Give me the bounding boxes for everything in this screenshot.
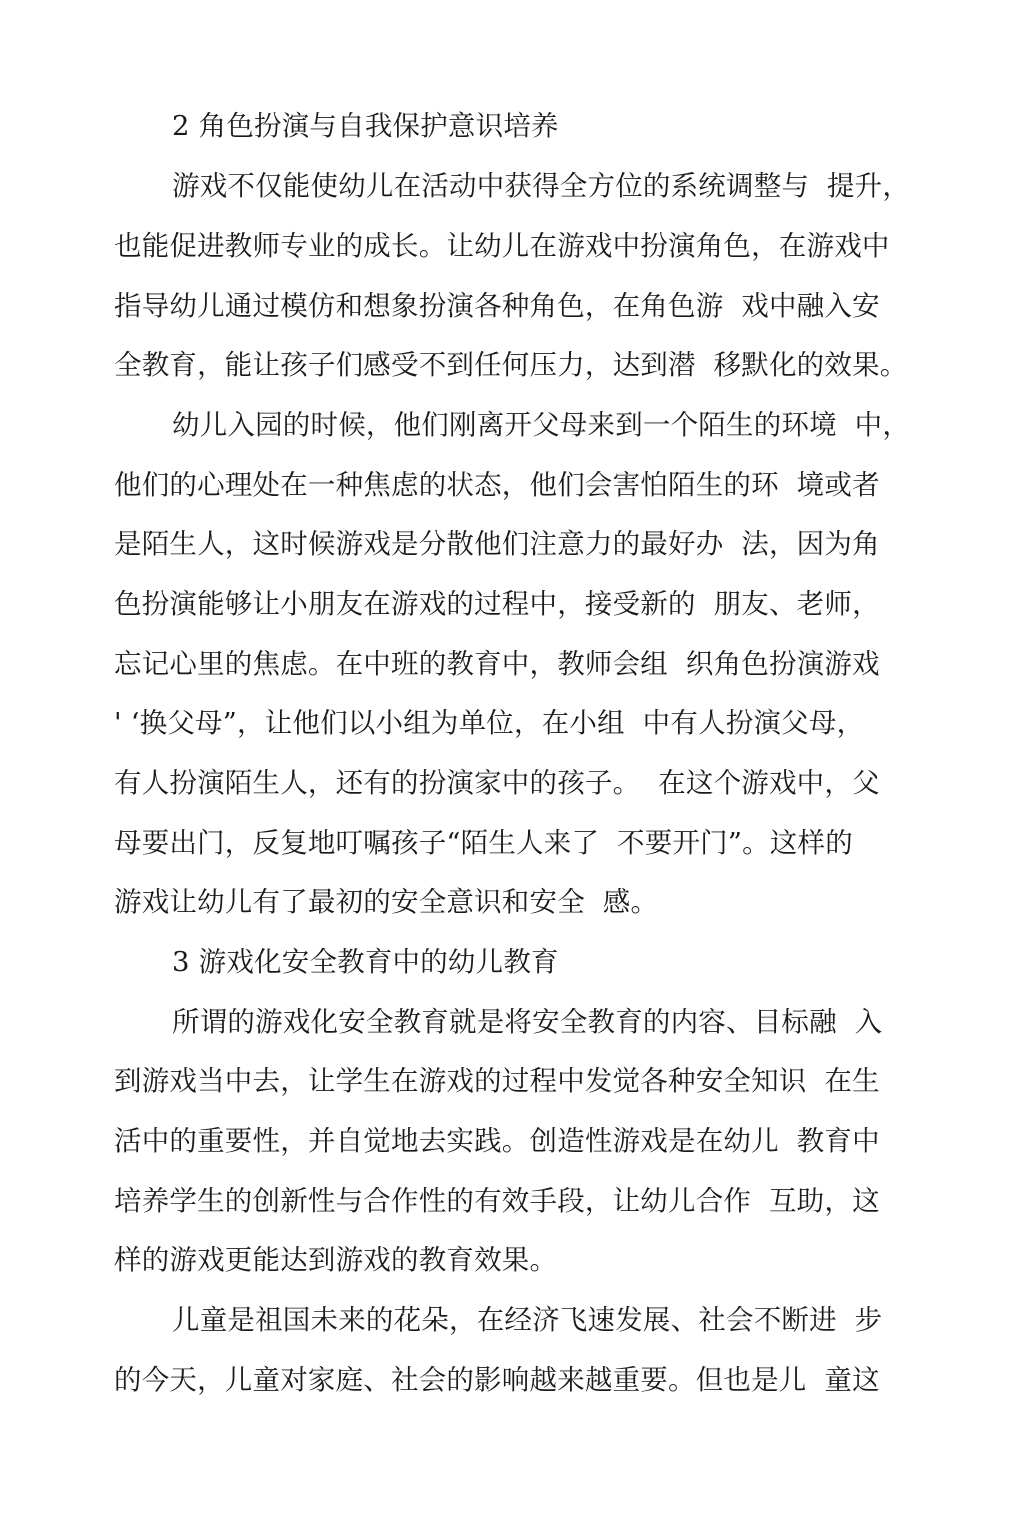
paragraph-line: 全教育，能让孩子们感受不到任何压力，达到潜 移默化的效果。 [114, 349, 908, 381]
paragraph-line: 有人扮演陌生人，还有的扮演家中的孩子。 在这个游戏中，父 [114, 767, 880, 799]
paragraph-line: 培养学生的创新性与合作性的有效手段，让幼儿合作 互助，这 [114, 1185, 880, 1217]
section-heading-3: 3 游戏化安全教育中的幼儿教育 [172, 946, 559, 978]
paragraph-line: 色扮演能够让小朋友在游戏的过程中，接受新的 朋友、老师， [114, 588, 880, 620]
paragraph-line: 忘记心里的焦虑。在中班的教育中，教师会组 织角色扮演游戏 [114, 648, 880, 680]
paragraph-line: 样的游戏更能达到游戏的教育效果。 [114, 1244, 558, 1276]
paragraph-line: 到游戏当中去，让学生在游戏的过程中发觉各种安全知识 在生 [114, 1065, 880, 1097]
section-heading-2: 2 角色扮演与自我保护意识培养 [172, 110, 559, 142]
paragraph-line: 也能促进教师专业的成长。让幼儿在游戏中扮演角色，在游戏中 [114, 230, 890, 262]
paragraph-line: 的今天，儿童对家庭、社会的影响越来越重要。但也是儿 童这 [114, 1364, 880, 1396]
paragraph-line: 指导幼儿通过模仿和想象扮演各种角色，在角色游 戏中融入安 [114, 290, 880, 322]
paragraph-line: 游戏让幼儿有了最初的安全意识和安全 感。 [114, 886, 659, 918]
paragraph-line: 所谓的游戏化安全教育就是将安全教育的内容、目标融 入 [172, 1006, 883, 1038]
paragraph-line: 活中的重要性，并自觉地去实践。创造性游戏是在幼儿 教育中 [114, 1125, 880, 1157]
paragraph-line: ' ‘换父母”，让他们以小组为单位，在小组 中有人扮演父母， [114, 707, 865, 739]
paragraph-line: 他们的心理处在一种焦虑的状态，他们会害怕陌生的环 境或者 [114, 469, 880, 501]
paragraph-line: 母要出门，反复地叮嘱孩子“陌生人来了 不要开门”。这样的 [114, 827, 853, 859]
paragraph-line: 幼儿入园的时候，他们刚离开父母来到一个陌生的环境 中， [172, 409, 911, 441]
paragraph-line: 是陌生人，这时候游戏是分散他们注意力的最好办 法，因为角 [114, 528, 880, 560]
paragraph-line: 游戏不仅能使幼儿在活动中获得全方位的系统调整与 提升， [172, 170, 911, 202]
paragraph-line: 儿童是祖国未来的花朵，在经济飞速发展、社会不断进 步 [172, 1304, 883, 1336]
